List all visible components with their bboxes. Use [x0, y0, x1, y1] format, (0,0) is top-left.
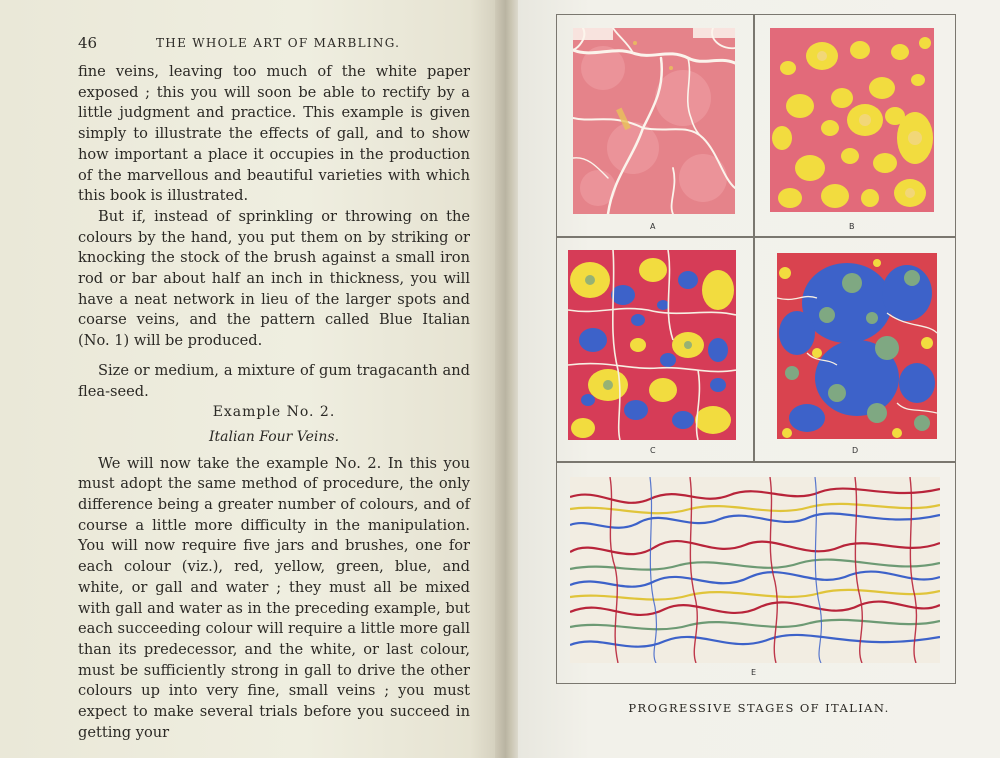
running-head: [78, 34, 470, 56]
plate-label-b: B: [849, 222, 855, 231]
marble-pattern-a: [573, 28, 735, 214]
running-title: THE WHOLE ART OF MARBLING.: [156, 36, 401, 50]
marble-pattern-c: [568, 250, 736, 440]
paragraph-1: fine veins, leaving too much of the white paper exposed ; this you will soon be able to rectify by a little judgment and practice. This example is given simply to illustrate the effects of gall, and to show how important a place it occupies in the production of the marvellous and beautiful varieties with which this book is illustrated.: [78, 63, 470, 205]
plate-label-e: E: [751, 668, 757, 677]
example-heading: Example No. 2.: [212, 404, 336, 421]
paragraph-3: Size or medium, a mixture of gum tragacanth and flea-seed.: [78, 361, 470, 400]
plate-label-a: A: [650, 222, 656, 231]
plate-label-d: D: [852, 446, 859, 455]
plate-a-swatch: [573, 28, 735, 214]
body-text: [78, 62, 470, 744]
plate-b-swatch: [770, 28, 934, 212]
plate-d-swatch: [777, 253, 937, 439]
plate-c-swatch: [568, 250, 736, 440]
plate-e-swatch: [570, 477, 940, 663]
page-number: 46: [78, 34, 98, 52]
plate-caption: PROGRESSIVE STAGES OF ITALIAN.: [628, 701, 890, 715]
example-subheading: Italian Four Veins.: [208, 428, 340, 445]
paragraph-4: We will now take the example No. 2. In this you must adopt the same method of procedure, the only difference being a greater number of colours, and of course a little more difficulty in the manipulation. You will now require five jars and brushes, one for each colour (viz.), red, yellow, green, blue, and white, or gall and water ; they must all be mixed with gall and water as in the preceding example, but each succeeding colour will require a little more gall than its predecessor, and the white, or last colour, must be sufficiently strong in gall to drive the other colours up into very fine, small veins ; you must expect to make several trials before you succeed in getting your: [78, 454, 470, 741]
marble-pattern-d: [777, 253, 937, 439]
marble-pattern-e: [570, 477, 940, 663]
marble-pattern-b: [770, 28, 934, 212]
paragraph-2: But if, instead of sprinkling or throwing on the colours by the hand, you put them on by striking or knocking the stock of the brush against a small iron rod or bar about half an inch in thickness, you will have a neat network in lieu of the larger spots and coarse veins, and the pattern called Blue Italian (No. 1) will be produced.: [78, 207, 470, 350]
plate-label-c: C: [650, 446, 656, 455]
